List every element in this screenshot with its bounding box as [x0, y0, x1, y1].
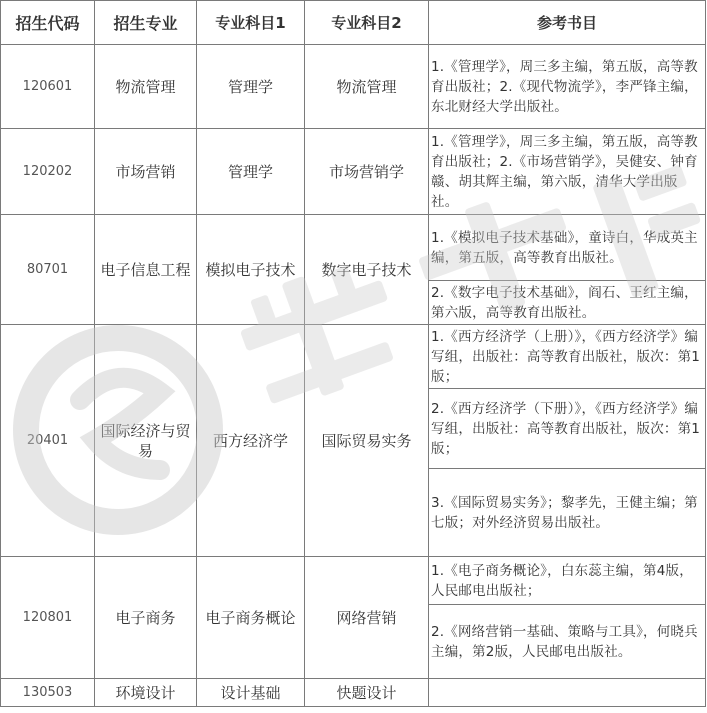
subject1-cell: 西方经济学 — [197, 325, 305, 557]
table-row — [1, 557, 706, 605]
header-subject2: 专业科目2 — [305, 1, 429, 45]
subject2-cell: 国际贸易实务 — [305, 325, 429, 557]
major-cell: 环境设计 — [95, 679, 197, 707]
books-cell: 3.《国际贸易实务》；黎孝先，王健主编；第七版；对外经济贸易出版社。 — [429, 469, 706, 557]
subject1-cell: 设计基础 — [197, 679, 305, 707]
subject1-cell: 模拟电子技术 — [197, 215, 305, 325]
code-cell: 80701 — [1, 215, 95, 325]
table-row — [1, 129, 706, 215]
table-row — [1, 45, 706, 129]
header-code: 招生代码 — [1, 1, 95, 45]
header-subject1: 专业科目1 — [197, 1, 305, 45]
table-row — [1, 325, 706, 389]
books-cell: 1.《管理学》，周三多主编，第五版，高等教育出版社；2.《现代物流学》，李严锋主编，东北财经大学出版社。 — [429, 45, 706, 129]
header-major: 招生专业 — [95, 1, 197, 45]
subject1-cell: 管理学 — [197, 129, 305, 215]
subject1-cell: 管理学 — [197, 45, 305, 129]
books-cell: 2.《数字电子技术基础》，阎石、王红主编，第六版，高等教育出版社。 — [429, 281, 706, 325]
code-cell: 120601 — [1, 45, 95, 129]
subject2-cell: 物流管理 — [305, 45, 429, 129]
books-cell: 1.《电子商务概论》，白东蕊主编，第4版，人民邮电出版社； — [429, 557, 706, 605]
books-cell: 1.《模拟电子技术基础》，童诗白，华成英主编，第五版，高等教育出版社。 — [429, 215, 706, 281]
subject2-cell: 数字电子技术 — [305, 215, 429, 325]
code-cell: 130503 — [1, 679, 95, 707]
code-cell: 120202 — [1, 129, 95, 215]
books-cell: 1.《管理学》，周三多主编，第五版，高等教育出版社；2.《市场营销学》，吴健安、钟育赣、胡其辉主编，第六版，清华大学出版社。 — [429, 129, 706, 215]
books-cell: 1.《西方经济学（上册）》，《西方经济学》编写组，出版社：高等教育出版社，版次：第1版； — [429, 325, 706, 389]
major-cell: 市场营销 — [95, 129, 197, 215]
table-row — [1, 679, 706, 707]
major-cell: 物流管理 — [95, 45, 197, 129]
major-cell: 电子信息工程 — [95, 215, 197, 325]
books-cell: 2.《网络营销一基础、策略与工具》，何晓兵主编，第2版，人民邮电出版社。 — [429, 605, 706, 679]
major-cell: 国际经济与贸易 — [95, 325, 197, 557]
header-books: 参考书目 — [429, 1, 706, 45]
books-cell: 2.《西方经济学（下册）》，《西方经济学》编写组，出版社：高等教育出版社，版次：第1版； — [429, 389, 706, 469]
header-row — [1, 1, 706, 45]
code-cell: 120801 — [1, 557, 95, 679]
code-cell: 20401 — [1, 325, 95, 557]
subject2-cell: 快题设计 — [305, 679, 429, 707]
major-cell: 电子商务 — [95, 557, 197, 679]
table-row — [1, 215, 706, 281]
books-cell — [429, 679, 706, 707]
subject2-cell: 市场营销学 — [305, 129, 429, 215]
subject1-cell: 电子商务概论 — [197, 557, 305, 679]
subject2-cell: 网络营销 — [305, 557, 429, 679]
